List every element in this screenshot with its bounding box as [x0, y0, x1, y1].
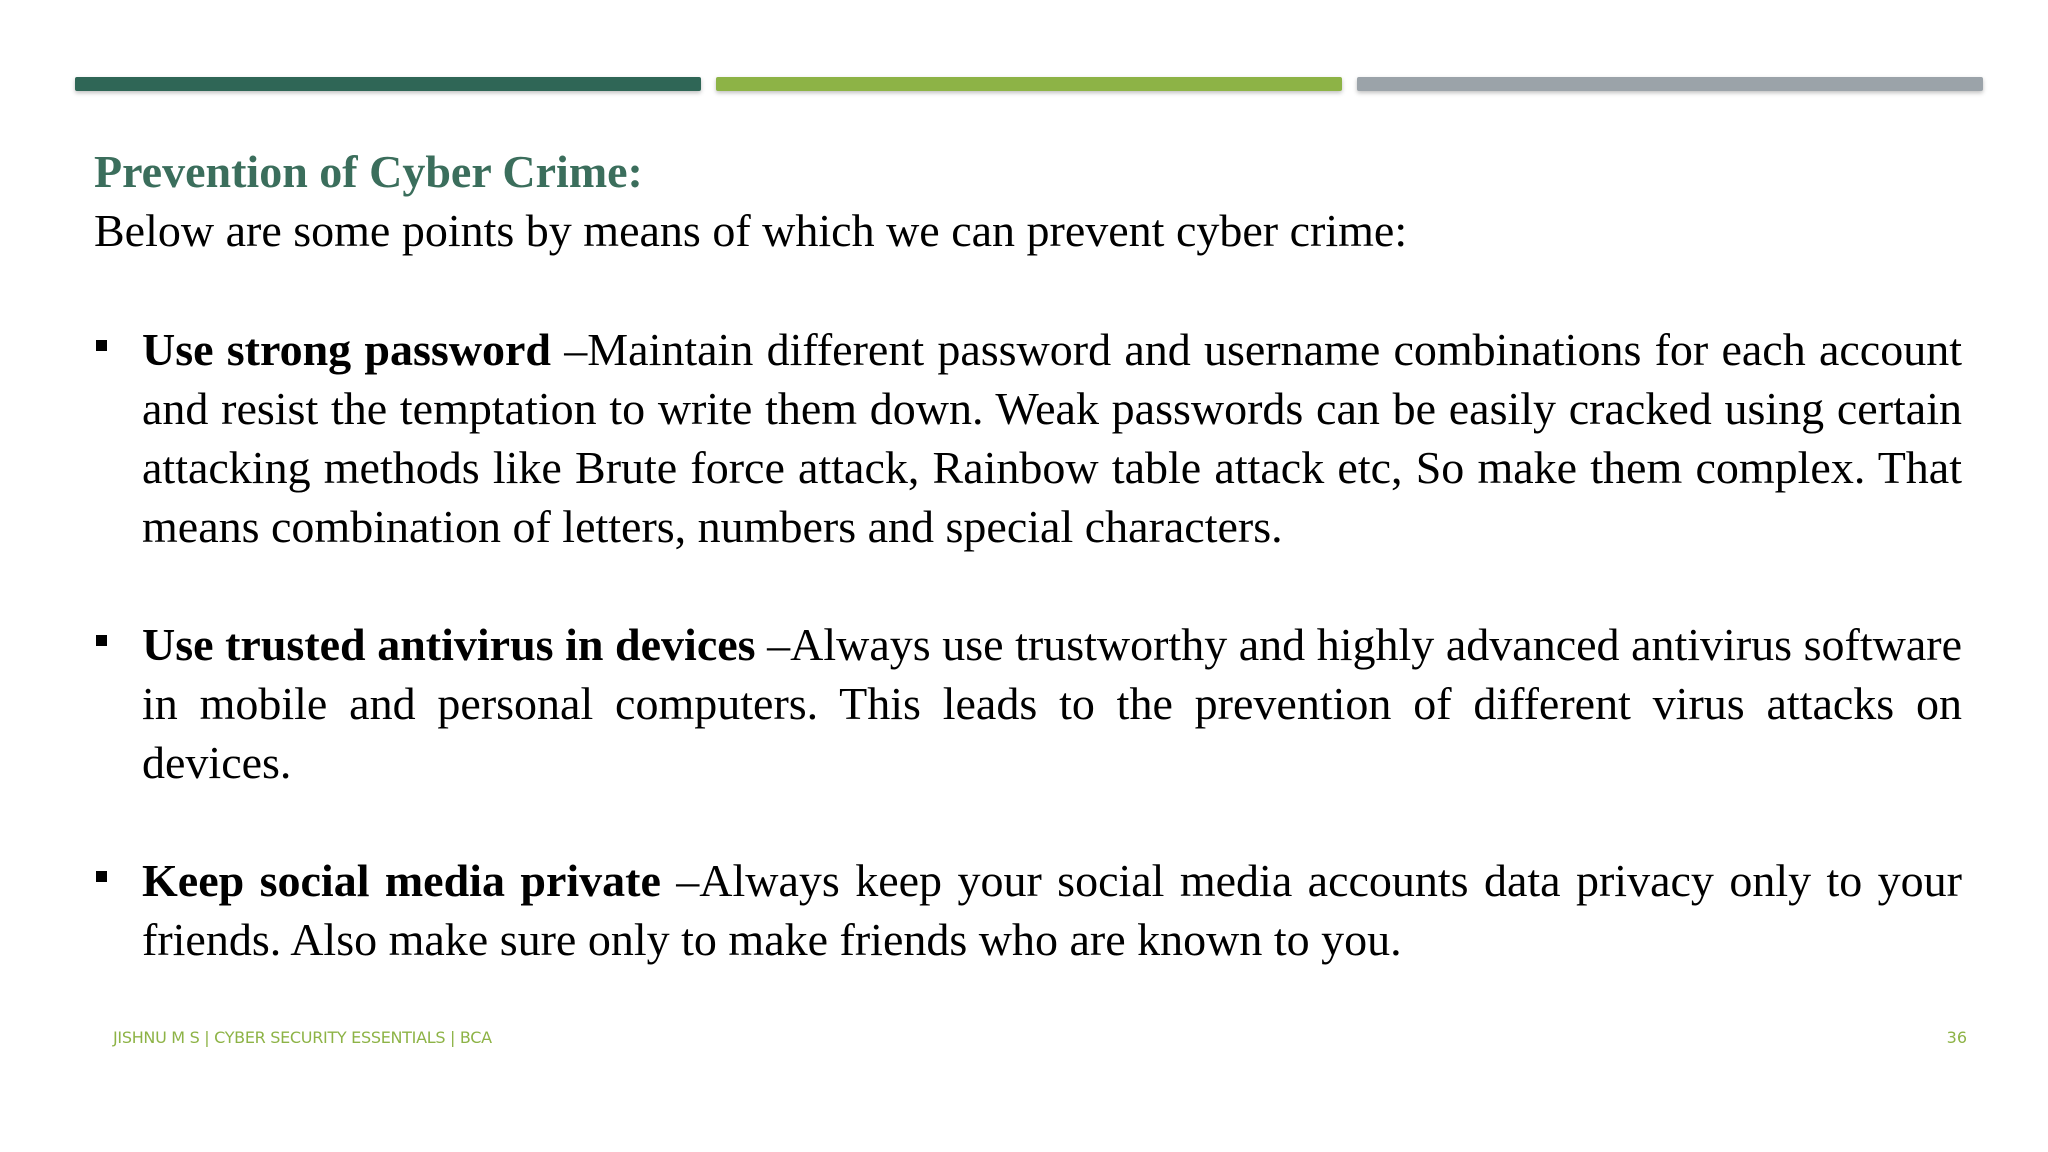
bullet-item	[94, 320, 1962, 556]
bullet-title: Use strong password	[142, 324, 552, 375]
bullet-text: –Maintain different password and username combinations for each account and resist the temptation to write them down. Weak passwords can be easily cracked using certain attacking methods like Brute force attack, Rainbow table attack etc, So make them complex. That means combination of letters, numbers and special characters.	[142, 324, 1962, 552]
square-bullet-icon	[96, 635, 107, 646]
bullet-text: –Always keep your social media accounts data privacy only to your friends. Also make sure only to make friends who are known to you.	[142, 855, 1962, 965]
bullet-title: Use trusted antivirus in devices	[142, 619, 756, 670]
bullet-list	[94, 320, 1962, 969]
slide-number: 36	[1946, 1028, 1967, 1047]
bullet-item	[94, 851, 1962, 969]
slide-title: Prevention of Cyber Crime:	[94, 146, 643, 197]
bullet-text: –Always use trustworthy and highly advanced antivirus software in mobile and personal computers. This leads to the prevention of different virus attacks on devices.	[142, 619, 1962, 788]
square-bullet-icon	[96, 871, 107, 882]
header-bar-gray	[1357, 77, 1983, 91]
slide-content	[94, 142, 1962, 1028]
slide-intro: Below are some points by means of which we can prevent cyber crime:	[94, 205, 1408, 256]
footer-author-course: JISHNU M S | CYBER SECURITY ESSENTIALS | BCA	[113, 1028, 492, 1047]
square-bullet-icon	[96, 340, 107, 351]
bullet-item	[94, 615, 1962, 792]
bullet-title: Keep social media private	[142, 855, 661, 906]
header-bar-light-green	[716, 77, 1342, 91]
header-bar-dark-green	[75, 77, 701, 91]
